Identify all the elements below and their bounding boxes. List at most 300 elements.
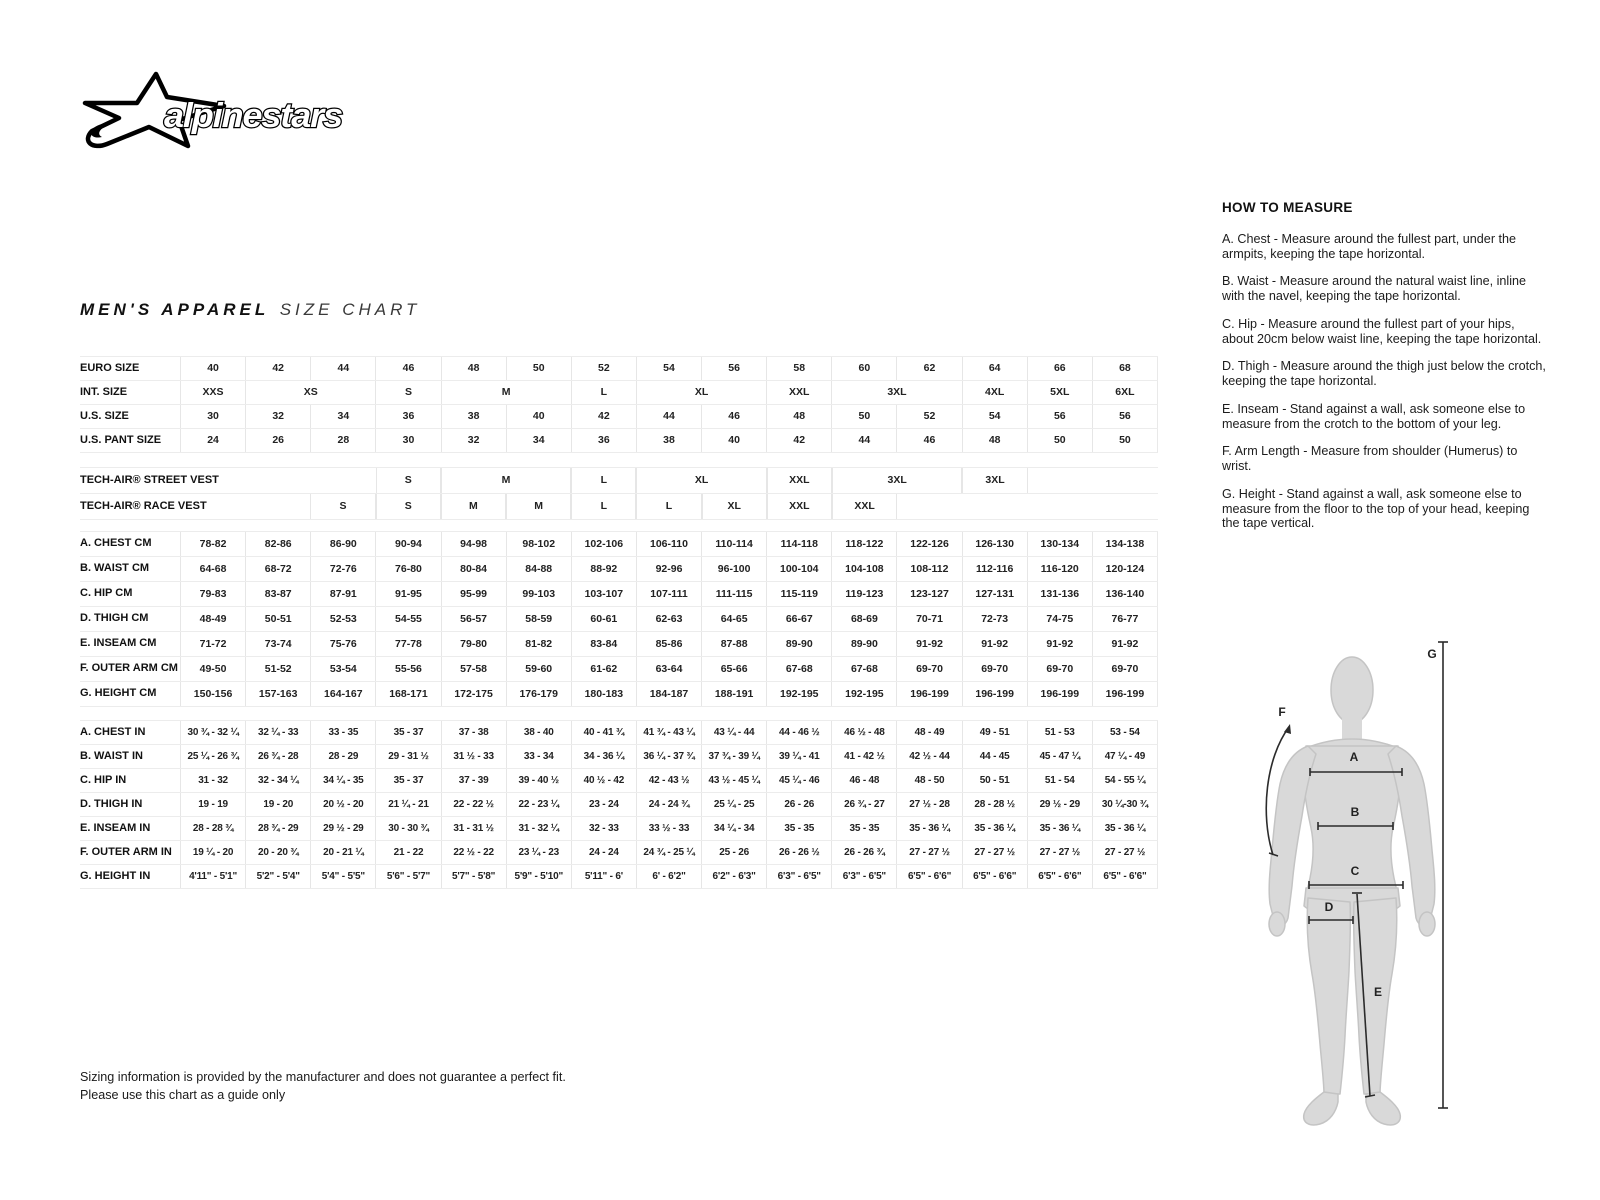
table-row (80, 532, 1158, 557)
size-cell: 32 - 34 ¼ (245, 769, 310, 792)
size-cell: 38 (441, 405, 506, 428)
size-cell: 88-92 (571, 557, 636, 581)
measure-instruction-waist: B. Waist - Measure around the natural waist line, inline with the navel, keeping the tape horizontal. (1222, 274, 1527, 304)
size-cell: 44 (636, 405, 701, 428)
size-cell: 176-179 (506, 682, 571, 706)
size-cell: 28 ¾ - 29 (245, 817, 310, 840)
size-cell: XXL (766, 381, 831, 404)
table-row (80, 682, 1158, 707)
size-cell: 69-70 (962, 657, 1027, 681)
size-cell: 130-134 (1027, 532, 1092, 556)
size-cell: L (571, 381, 636, 404)
size-cell: 53-54 (310, 657, 375, 681)
size-cell: 96-100 (701, 557, 766, 581)
size-cell: 157-163 (245, 682, 310, 706)
size-cell: 45 ¼ - 46 (766, 769, 831, 792)
size-cell: 89-90 (766, 632, 831, 656)
row-label: A. CHEST CM (80, 537, 152, 550)
label-G: G (1427, 647, 1437, 661)
size-cell: 36 (375, 405, 440, 428)
size-cell: 72-73 (962, 607, 1027, 631)
size-cell: 19 - 20 (245, 793, 310, 816)
size-cell: 64-68 (180, 557, 245, 581)
size-cell: 68 (1092, 357, 1157, 380)
size-cell: 23 ¼ - 23 (506, 841, 571, 864)
size-cell: 45 - 47 ¼ (1027, 745, 1092, 768)
size-cell: 33 - 35 (310, 721, 375, 744)
size-cell: 150-156 (180, 682, 245, 706)
size-cell: 64-65 (701, 607, 766, 631)
row-label: F. OUTER ARM CM (80, 662, 178, 675)
size-cell: 115-119 (766, 582, 831, 606)
size-cell: 35 - 35 (831, 817, 896, 840)
size-cell: 32 (441, 429, 506, 452)
size-cell: 91-92 (896, 632, 961, 656)
size-cell: 79-80 (441, 632, 506, 656)
size-cell: 28 - 29 (310, 745, 375, 768)
size-cell: 62-63 (636, 607, 701, 631)
size-cell: 26 ¾ - 28 (245, 745, 310, 768)
size-cell: 69-70 (1092, 657, 1157, 681)
size-cell: 76-77 (1092, 607, 1157, 631)
body-silhouette (1269, 657, 1435, 1125)
size-cell: 100-104 (766, 557, 831, 581)
size-cell: 50 (506, 357, 571, 380)
size-cell: 98-102 (506, 532, 571, 556)
size-cell: 192-195 (766, 682, 831, 706)
size-cell: 102-106 (571, 532, 636, 556)
size-cell: 34 (506, 429, 571, 452)
size-cell: 37 - 39 (441, 769, 506, 792)
size-cell: M (441, 468, 571, 493)
size-cell: 3XL (831, 381, 961, 404)
row-label: U.S. SIZE (80, 409, 129, 422)
size-cell: XXL (767, 494, 832, 519)
measure-instruction-chest: A. Chest - Measure around the fullest part, under the armpits, keeping the tape horizontal. (1222, 232, 1517, 261)
measure-instruction-height: G. Height - Stand against a wall, ask someone else to measure from the floor to the top of your head, keeping the tape vertical. (1222, 486, 1530, 531)
table-row (80, 745, 1158, 769)
table-row (80, 721, 1158, 745)
size-cell: 6'3" - 6'5" (766, 865, 831, 888)
size-cell: 52 (571, 357, 636, 380)
size-cell: 42 (766, 429, 831, 452)
size-cell: 74-75 (1027, 607, 1092, 631)
size-cell: S (310, 494, 375, 519)
size-cell: 41 ¾ - 43 ¼ (636, 721, 701, 744)
size-cell: 95-99 (441, 582, 506, 606)
label-B: B (1350, 805, 1360, 819)
size-cell: 48 - 50 (896, 769, 961, 792)
size-cell: 27 ½ - 28 (896, 793, 961, 816)
size-cell: 66 (1027, 357, 1092, 380)
size-cell: 62 (896, 357, 961, 380)
size-cell: 56 (1092, 405, 1157, 428)
size-cell: 21 ¼ - 21 (375, 793, 440, 816)
size-cell: 24 - 24 ¾ (636, 793, 701, 816)
size-cell: 5XL (1027, 381, 1092, 404)
size-cell: 37 - 38 (441, 721, 506, 744)
size-cell: 131-136 (1027, 582, 1092, 606)
size-cell: 196-199 (1027, 682, 1092, 706)
table-row (80, 557, 1158, 582)
size-cell: 59-60 (506, 657, 571, 681)
size-cell: 21 - 22 (375, 841, 440, 864)
size-cell: M (506, 494, 571, 519)
size-cell: 48 (766, 405, 831, 428)
size-cell: 34 ¼ - 35 (310, 769, 375, 792)
footer-note (80, 1068, 566, 1105)
row-label: A. CHEST IN (80, 725, 146, 738)
size-cell: 82-86 (245, 532, 310, 556)
size-cell: 79-83 (180, 582, 245, 606)
size-cell: 29 ½ - 29 (310, 817, 375, 840)
table-row (80, 793, 1158, 817)
size-cell: 46 (375, 357, 440, 380)
size-cell: 46 - 48 (831, 769, 896, 792)
size-cell: 5'11" - 6' (571, 865, 636, 888)
size-cell: 43 ½ - 45 ¼ (701, 769, 766, 792)
footer-line-2: Please use this chart as a guide only (80, 1088, 286, 1103)
size-cell: L (571, 494, 636, 519)
size-cell: 81-82 (506, 632, 571, 656)
size-cell: 6'2" - 6'3" (701, 865, 766, 888)
size-cell: 35 - 36 ¼ (962, 817, 1027, 840)
size-cell: 68-72 (245, 557, 310, 581)
size-cell: 90-94 (375, 532, 440, 556)
row-label: INT. SIZE (80, 385, 128, 398)
size-cell: XL (636, 381, 766, 404)
size-cell: 60 (831, 357, 896, 380)
size-cell: 112-116 (962, 557, 1027, 581)
size-cell: 46 (701, 405, 766, 428)
size-cell: 75-76 (310, 632, 375, 656)
size-cell: 44 - 46 ½ (766, 721, 831, 744)
size-cell (897, 504, 1158, 510)
table-row (80, 841, 1158, 865)
size-cell: 91-92 (1092, 632, 1157, 656)
size-cell: 6'5" - 6'6" (1027, 865, 1092, 888)
size-cell: 39 - 40 ½ (506, 769, 571, 792)
size-cell: 56 (1027, 405, 1092, 428)
size-cell: 35 - 37 (375, 769, 440, 792)
size-cell: 44 (831, 429, 896, 452)
size-cell: 40 - 41 ¾ (571, 721, 636, 744)
size-cell: 54 (636, 357, 701, 380)
size-cell: 35 - 36 ¼ (1092, 817, 1157, 840)
size-cell: 73-74 (245, 632, 310, 656)
size-cell: 56 (701, 357, 766, 380)
table-row (80, 657, 1158, 682)
height-measure-line (1438, 642, 1448, 1108)
size-cell: 6'3" - 6'5" (831, 865, 896, 888)
size-cell: 91-92 (962, 632, 1027, 656)
size-cell: 42 ½ - 44 (896, 745, 961, 768)
measure-instruction-inseam: E. Inseam - Stand against a wall, ask someone else to measure from the crotch to the bottom of your leg. (1222, 401, 1526, 431)
size-cell: 120-124 (1092, 557, 1157, 581)
size-cell: 22 ½ - 22 (441, 841, 506, 864)
size-cell: 53 - 54 (1092, 721, 1157, 744)
size-cell: 27 - 27 ½ (896, 841, 961, 864)
size-cell: 55-56 (375, 657, 440, 681)
size-cell: 5'6" - 5'7" (375, 865, 440, 888)
size-cell: 44 (310, 357, 375, 380)
size-cell: XL (702, 494, 767, 519)
row-label: C. HIP CM (80, 587, 133, 600)
size-cell: 6'5" - 6'6" (962, 865, 1027, 888)
size-cell: XXL (767, 468, 832, 493)
size-cell: 27 - 27 ½ (1092, 841, 1157, 864)
size-cell: 48 (962, 429, 1027, 452)
size-cell: 108-112 (896, 557, 961, 581)
size-cell: 54 - 55 ¼ (1092, 769, 1157, 792)
size-cell: 47 ¼ - 49 (1092, 745, 1157, 768)
size-cell: 20 ½ - 20 (310, 793, 375, 816)
size-cell: 110-114 (701, 532, 766, 556)
size-cell: 40 ½ - 42 (571, 769, 636, 792)
table-row (80, 607, 1158, 632)
size-cell: 67-68 (831, 657, 896, 681)
body-measurement-figure (1232, 636, 1562, 1146)
size-cell: 60-61 (571, 607, 636, 631)
size-cell: 58 (766, 357, 831, 380)
size-cell: S (375, 381, 440, 404)
size-cell: 54 (962, 405, 1027, 428)
size-cell: 50 - 51 (962, 769, 1027, 792)
table-row (80, 405, 1158, 429)
label-C: C (1350, 864, 1360, 878)
table-section-vest (80, 467, 1158, 520)
size-cell: 57-58 (441, 657, 506, 681)
size-cell: XL (636, 468, 766, 493)
how-to-measure-title: HOW TO MEASURE (1222, 200, 1353, 215)
size-cell: 6'5" - 6'6" (896, 865, 961, 888)
size-cell (180, 504, 310, 510)
size-cell: 50 (831, 405, 896, 428)
table-row (80, 357, 1158, 381)
size-cell: 83-87 (245, 582, 310, 606)
how-to-measure-panel (1222, 200, 1546, 544)
size-cell: 168-171 (375, 682, 440, 706)
size-cell: XXS (180, 381, 245, 404)
size-cell: 3XL (962, 468, 1027, 493)
size-cell: 91-95 (375, 582, 440, 606)
row-label: C. HIP IN (80, 773, 127, 786)
size-cell: 31 - 31 ½ (441, 817, 506, 840)
row-label: TECH-AIR® STREET VEST (80, 473, 219, 486)
size-cell: 49 - 51 (962, 721, 1027, 744)
size-cell: 196-199 (1092, 682, 1157, 706)
table-section-in (80, 720, 1158, 889)
size-cell: 67-68 (766, 657, 831, 681)
size-cell: 104-108 (831, 557, 896, 581)
size-cell: 94-98 (441, 532, 506, 556)
size-cell: 34 ¼ - 34 (701, 817, 766, 840)
size-cell: 37 ¾ - 39 ¼ (701, 745, 766, 768)
size-cell: 42 (571, 405, 636, 428)
size-cell: 20 - 21 ¼ (310, 841, 375, 864)
size-cell: 64 (962, 357, 1027, 380)
size-cell: 24 (180, 429, 245, 452)
size-cell: 66-67 (766, 607, 831, 631)
size-cell: 80-84 (441, 557, 506, 581)
size-cell: 196-199 (896, 682, 961, 706)
size-cell: 91-92 (1027, 632, 1092, 656)
size-cell: 34 (310, 405, 375, 428)
size-cell: 92-96 (636, 557, 701, 581)
logo-wordmark: alpinestars (164, 97, 343, 135)
size-cell: 25 ¼ - 25 (701, 793, 766, 816)
size-cell: M (441, 494, 506, 519)
size-cell: 76-80 (375, 557, 440, 581)
size-cell: 31 ½ - 33 (441, 745, 506, 768)
size-cell: 123-127 (896, 582, 961, 606)
size-cell: 19 - 19 (180, 793, 245, 816)
size-cell: 116-120 (1027, 557, 1092, 581)
row-label: B. WAIST CM (80, 562, 150, 575)
size-cell: 28 - 28 ¾ (180, 817, 245, 840)
size-cell: 38 (636, 429, 701, 452)
size-cell: 28 (310, 429, 375, 452)
size-cell: 34 - 36 ¼ (571, 745, 636, 768)
size-cell: 41 - 42 ½ (831, 745, 896, 768)
size-cell: S (376, 468, 441, 493)
table-row (80, 494, 1158, 520)
page-title (80, 300, 420, 320)
table-section-cm (80, 531, 1158, 707)
size-cell: 26 ¾ - 27 (831, 793, 896, 816)
size-cell: 188-191 (701, 682, 766, 706)
size-cell: 134-138 (1092, 532, 1157, 556)
table-row (80, 632, 1158, 657)
size-cell: 44 - 45 (962, 745, 1027, 768)
size-cell: 85-86 (636, 632, 701, 656)
alpinestars-logo (76, 68, 356, 152)
size-cell: 26 - 26 (766, 793, 831, 816)
size-cell: 31 - 32 ¼ (506, 817, 571, 840)
measure-instruction-hip: C. Hip - Measure around the fullest part of your hips, about 20cm below waist line, keeping the tape horizontal. (1222, 316, 1542, 346)
row-label: E. INSEAM CM (80, 637, 157, 650)
size-cell: 27 - 27 ½ (1027, 841, 1092, 864)
size-cell: 49-50 (180, 657, 245, 681)
size-cell: 196-199 (962, 682, 1027, 706)
size-cell: 50-51 (245, 607, 310, 631)
size-cell: 103-107 (571, 582, 636, 606)
row-label: U.S. PANT SIZE (80, 433, 162, 446)
size-cell: 40 (506, 405, 571, 428)
size-cell: 99-103 (506, 582, 571, 606)
size-cell: 25 - 26 (701, 841, 766, 864)
size-cell: 5'2" - 5'4" (245, 865, 310, 888)
size-cell: 30 ¼-30 ¾ (1092, 793, 1157, 816)
size-cell: 48-49 (180, 607, 245, 631)
size-cell: 119-123 (831, 582, 896, 606)
measure-instruction-arm: F. Arm Length - Measure from shoulder (Humerus) to wrist. (1222, 444, 1518, 474)
size-table (80, 356, 1158, 889)
size-cell: 5'4" - 5'5" (310, 865, 375, 888)
size-cell: 35 - 36 ¼ (1027, 817, 1092, 840)
size-cell: 83-84 (571, 632, 636, 656)
size-cell: 33 ½ - 33 (636, 817, 701, 840)
size-cell: 52-53 (310, 607, 375, 631)
size-cell: 70-71 (896, 607, 961, 631)
row-label: F. OUTER ARM IN (80, 845, 172, 858)
size-cell (180, 478, 376, 484)
size-cell: 43 ¼ - 44 (701, 721, 766, 744)
size-cell: 51-52 (245, 657, 310, 681)
size-cell: 26 - 26 ½ (766, 841, 831, 864)
row-label: TECH-AIR® RACE VEST (80, 499, 207, 512)
size-cell: 46 ½ - 48 (831, 721, 896, 744)
size-cell: 50 (1092, 429, 1157, 452)
size-cell: 3XL (832, 468, 962, 493)
size-cell: 51 - 54 (1027, 769, 1092, 792)
footer-line-1: Sizing information is provided by the manufacturer and does not guarantee a perfect fit. (80, 1070, 566, 1084)
size-cell: 84-88 (506, 557, 571, 581)
size-cell: 46 (896, 429, 961, 452)
size-cell: 72-76 (310, 557, 375, 581)
row-label: EURO SIZE (80, 361, 140, 374)
size-cell: 58-59 (506, 607, 571, 631)
size-cell: 25 ¼ - 26 ¾ (180, 745, 245, 768)
table-row (80, 468, 1158, 494)
size-cell: 5'7" - 5'8" (441, 865, 506, 888)
size-cell: 86-90 (310, 532, 375, 556)
size-cell: 122-126 (896, 532, 961, 556)
size-cell: 63-64 (636, 657, 701, 681)
size-cell: 164-167 (310, 682, 375, 706)
size-cell: 127-131 (962, 582, 1027, 606)
size-cell: 28 - 28 ½ (962, 793, 1027, 816)
page-title-main: MEN'S APPAREL (80, 300, 270, 319)
size-cell: 180-183 (571, 682, 636, 706)
size-cell: 32 - 33 (571, 817, 636, 840)
size-cell: 38 - 40 (506, 721, 571, 744)
table-row (80, 582, 1158, 607)
size-cell: 6'5" - 6'6" (1092, 865, 1157, 888)
size-cell: 20 - 20 ¾ (245, 841, 310, 864)
size-cell: 30 ¾ - 32 ¼ (180, 721, 245, 744)
label-A: A (1349, 750, 1359, 764)
size-cell: L (571, 468, 636, 493)
size-cell: 126-130 (962, 532, 1027, 556)
size-cell: 107-111 (636, 582, 701, 606)
size-cell: 42 (245, 357, 310, 380)
size-cell: 52 (896, 405, 961, 428)
size-cell: 71-72 (180, 632, 245, 656)
size-cell: 22 - 22 ½ (441, 793, 506, 816)
size-cell: 40 (701, 429, 766, 452)
size-cell: 33 - 34 (506, 745, 571, 768)
size-cell: 32 (245, 405, 310, 428)
row-label: B. WAIST IN (80, 749, 143, 762)
size-cell: 87-91 (310, 582, 375, 606)
size-cell: 51 - 53 (1027, 721, 1092, 744)
table-row (80, 817, 1158, 841)
size-cell: 30 (375, 429, 440, 452)
measure-instruction-thigh: D. Thigh - Measure around the thigh just below the crotch, keeping the tape horizontal. (1222, 359, 1546, 389)
size-cell: 19 ¼ - 20 (180, 841, 245, 864)
size-cell: 6XL (1092, 381, 1157, 404)
size-cell: 22 - 23 ¼ (506, 793, 571, 816)
size-cell: 48 - 49 (896, 721, 961, 744)
size-cell: 24 - 24 (571, 841, 636, 864)
size-cell: 5'9" - 5'10" (506, 865, 571, 888)
size-cell: 111-115 (701, 582, 766, 606)
size-cell: 23 - 24 (571, 793, 636, 816)
size-cell: XXL (832, 494, 897, 519)
size-cell: S (376, 494, 441, 519)
size-cell: 42 - 43 ½ (636, 769, 701, 792)
